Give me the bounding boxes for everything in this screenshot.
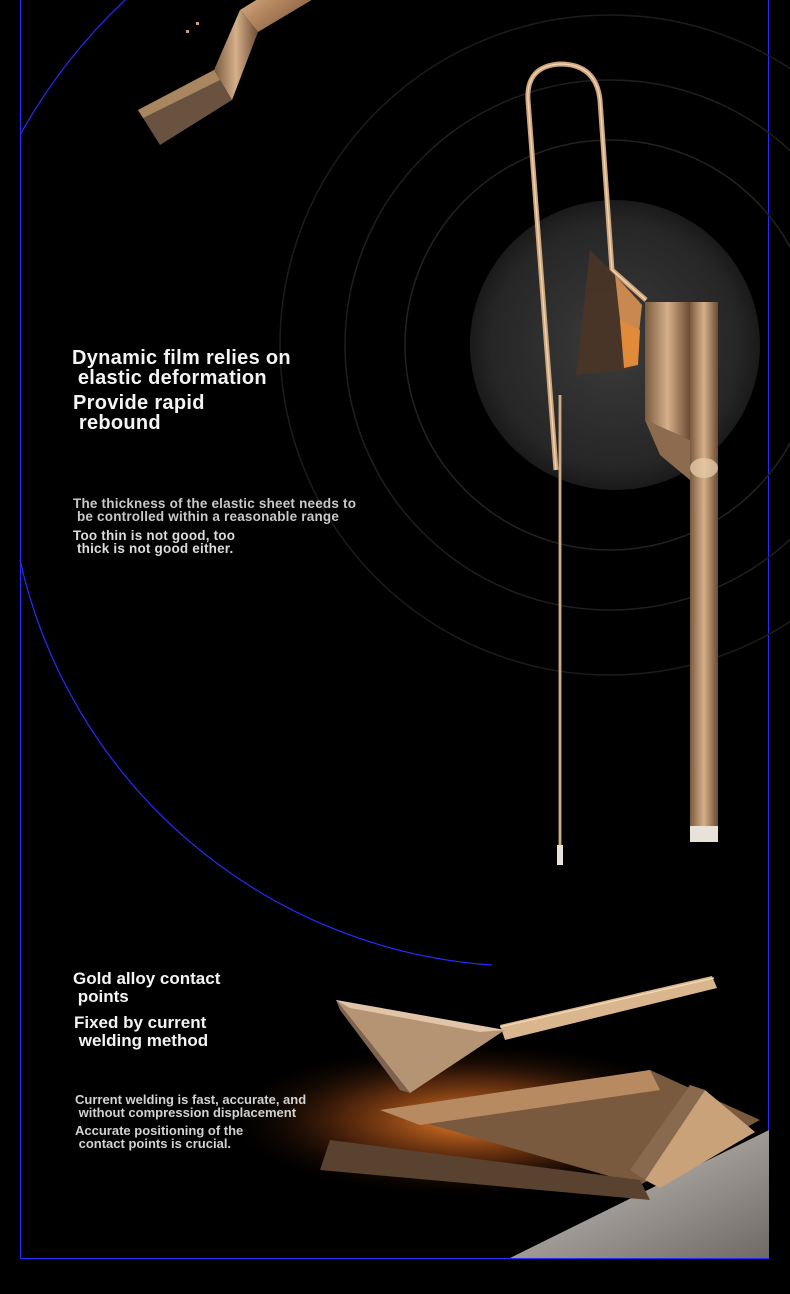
contact-body-2: Accurate positioning of the contact points is crucial. — [75, 1123, 244, 1151]
contact-heading-2: Fixed by current welding method — [74, 1013, 209, 1050]
elastic-heading-1: Dynamic film relies on elastic deformation — [72, 347, 291, 389]
elastic-heading-2: Provide rapid rebound — [73, 392, 205, 434]
blue-arc-bottom — [20, 560, 492, 965]
blue-arc-top — [20, 0, 125, 135]
contact-body-1: Current welding is fast, accurate, and without compression displacement — [75, 1092, 307, 1120]
elastic-body-2: Too thin is not good, too thick is not good either. — [73, 528, 236, 556]
bent-contact-tab-icon — [138, 0, 320, 145]
contact-heading-1: Gold alloy contact points — [73, 969, 221, 1006]
elastic-body-1: The thickness of the elastic sheet needs to be controlled within a reasonable range — [73, 496, 357, 524]
